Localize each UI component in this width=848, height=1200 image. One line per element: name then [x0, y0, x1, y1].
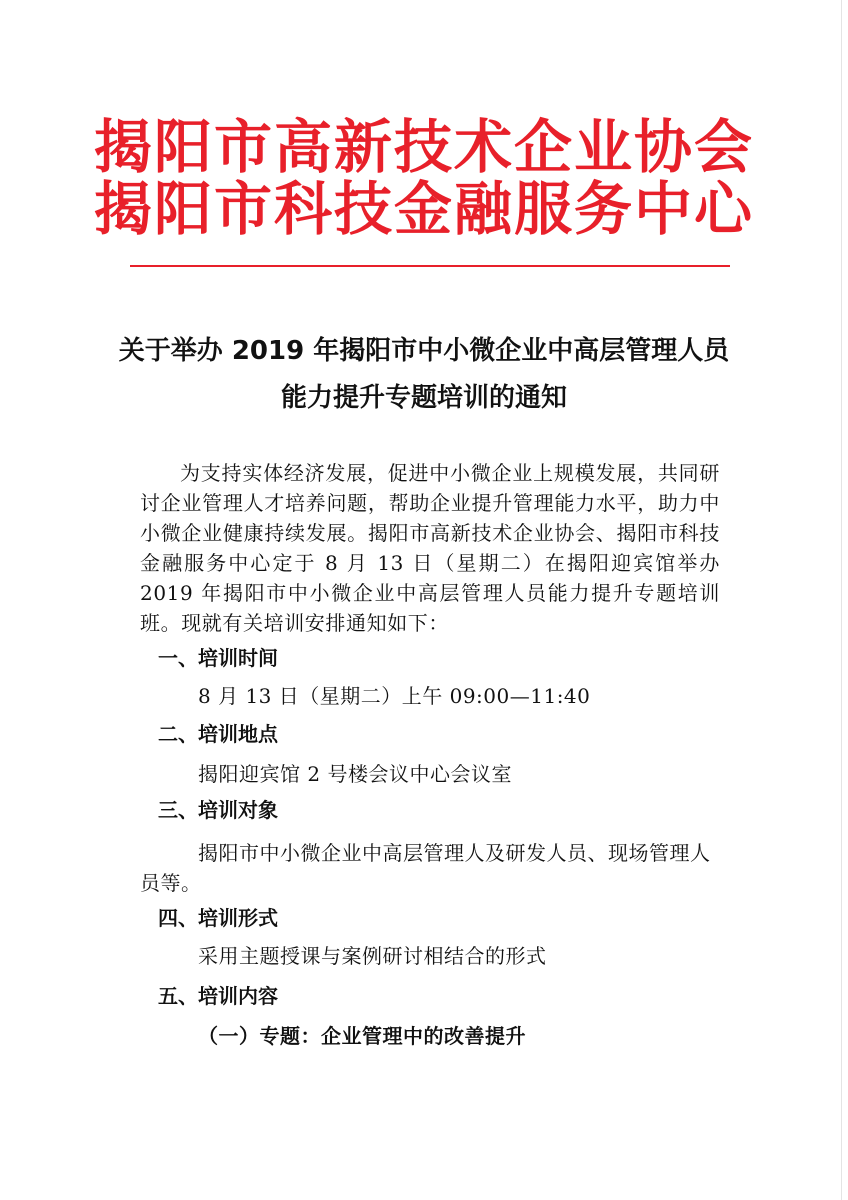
notice-title-line-1: 关于举办 2019 年揭阳市中小微企业中高层管理人员 — [118, 336, 730, 366]
section-heading-time: 一、培训时间 — [158, 646, 278, 670]
red-header-rule — [130, 265, 730, 267]
section-heading-content: 五、培训内容 — [158, 984, 278, 1008]
section-content-time: 8 月 13 日（星期二）上午 09:00—11:40 — [198, 684, 591, 708]
section-heading-location: 二、培训地点 — [158, 722, 278, 746]
section-subheading-topic-1: （一）专题：企业管理中的改善提升 — [198, 1024, 526, 1048]
section-heading-audience: 三、培训对象 — [158, 798, 278, 822]
section-content-format: 采用主题授课与案例研讨相结合的形式 — [198, 944, 547, 968]
scan-edge-line — [841, 0, 842, 1200]
section-content-location: 揭阳迎宾馆 2 号楼会议中心会议室 — [198, 762, 512, 786]
notice-title-line-2: 能力提升专题培训的通知 — [280, 383, 567, 413]
org-name-line-1: 揭阳市高新技术企业协会 — [93, 113, 754, 181]
section-content-audience: 揭阳市中小微企业中高层管理人及研发人员、现场管理人员等。 — [140, 841, 711, 895]
section-heading-format: 四、培训形式 — [158, 906, 278, 930]
intro-paragraph: 为支持实体经济发展，促进中小微企业上规模发展，共同研讨企业管理人才培养问题，帮助企业提升管理能力水平，助力中小微企业健康持续发展。揭阳市高新技术企业协会、揭阳市科技金融服务中心定于 8 月 13 日（星期二）在揭阳迎宾馆举办 2019 年揭阳市中小微企业中高层管理人员能力提升专题培训班。现就有关培训安排通知如下： — [140, 461, 720, 635]
org-name-line-2: 揭阳市科技金融服务中心 — [93, 175, 754, 243]
